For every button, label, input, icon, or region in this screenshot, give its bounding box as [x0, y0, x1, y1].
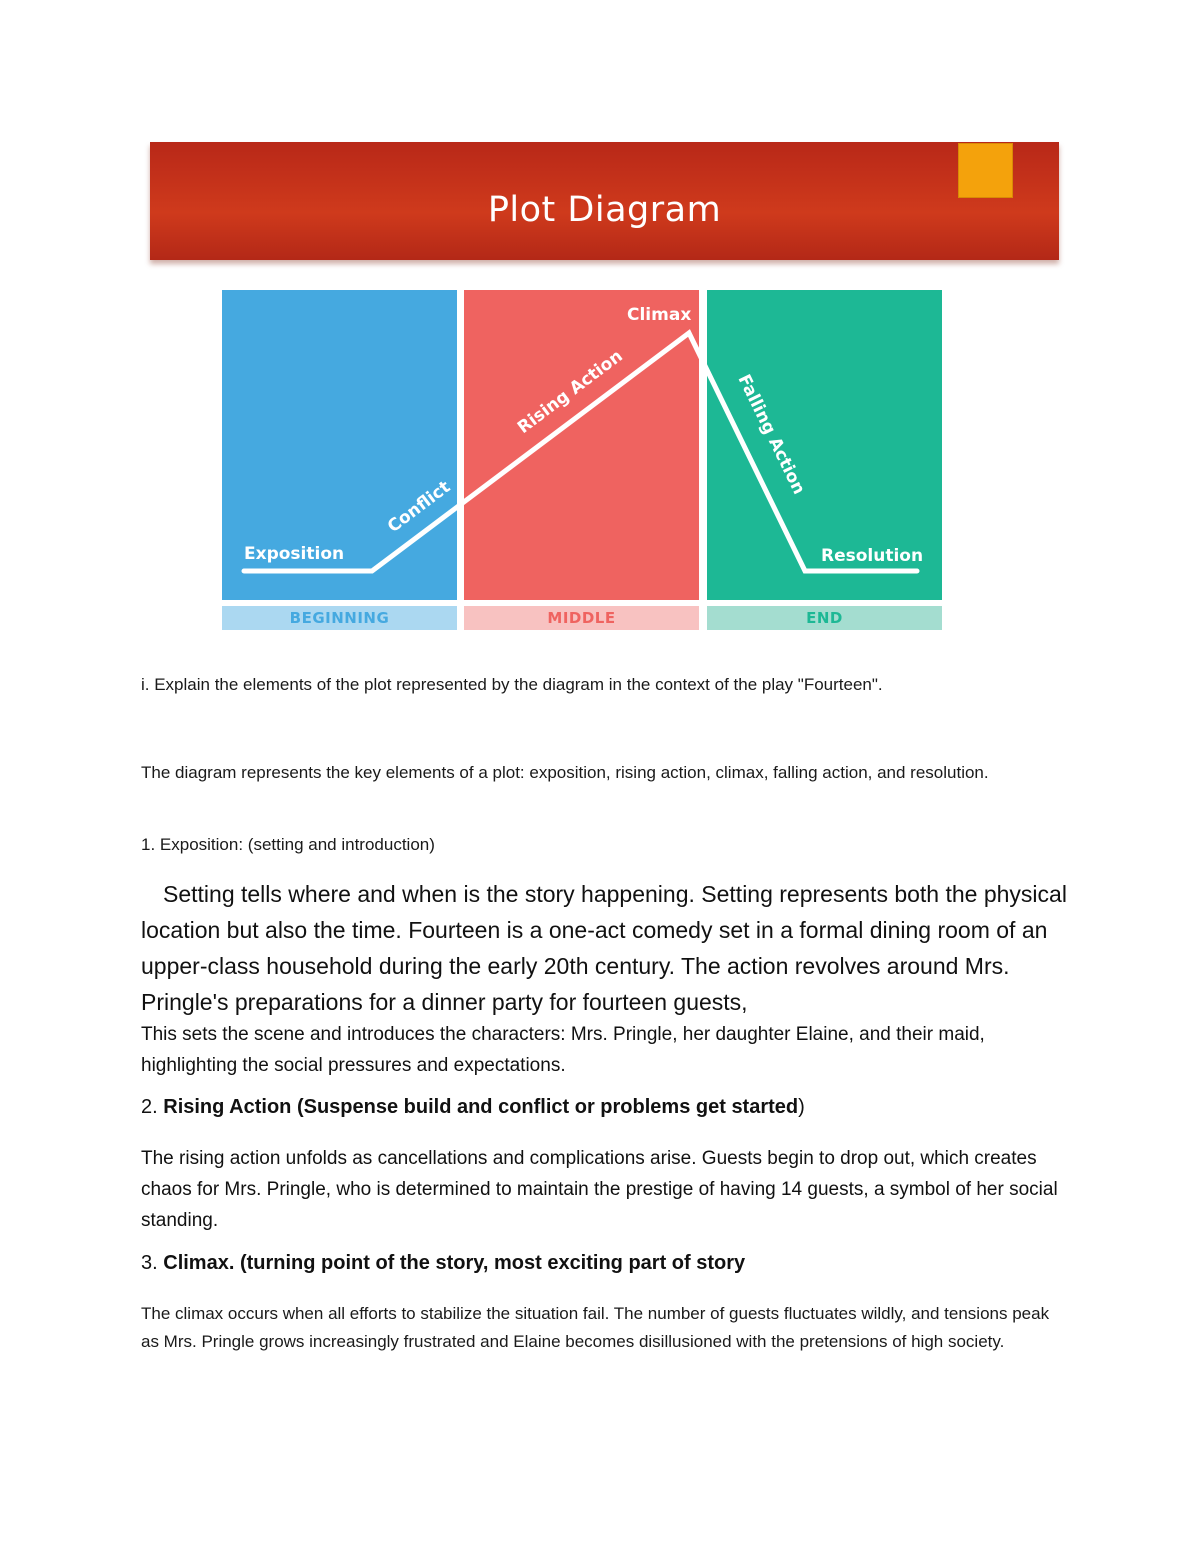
- banner-title: Plot Diagram: [487, 190, 722, 230]
- rising-action-number: 2.: [141, 1096, 158, 1118]
- exposition-body-small: This sets the scene and introduces the characters: Mrs. Pringle, her daughter Elaine, and their maid, highlighting the social pressures and expectations.: [141, 1024, 985, 1076]
- rising-action-title: Rising Action (Suspense build and conflict or problems get started: [157, 1096, 799, 1118]
- rising-action-body: The rising action unfolds as cancellations and complications arise. Guests begin to drop out, which creates chaos for Mrs. Pringle, who is determined to maintain the prestige of having 14 guests, a symbol of her social standing.: [141, 1148, 1058, 1231]
- intro-paragraph: The diagram represents the key elements of a plot: exposition, rising action, climax, falling action, and resolution.: [141, 763, 989, 782]
- slide-banner: [150, 142, 1059, 260]
- middle-label: MIDDLE: [464, 606, 699, 630]
- beginning-label: BEGINNING: [222, 606, 457, 630]
- exposition-label: Exposition: [244, 544, 345, 564]
- beginning-panel: [222, 290, 457, 600]
- end-panel: [707, 290, 942, 600]
- climax-label: Climax: [627, 305, 692, 325]
- rising-action-heading: [141, 1096, 1076, 1119]
- middle-panel: [464, 290, 699, 600]
- banner-accent-square: [958, 143, 1013, 198]
- conflict-label: Conflict: [383, 477, 455, 537]
- climax-heading: [141, 1252, 1076, 1275]
- climax-body: The climax occurs when all efforts to stabilize the situation fail. The number of guests fluctuates wildly, and tensions peak as Mrs. Pringle grows increasingly frustrated and Elaine becomes disillusioned with the pretensions of high society.: [141, 1304, 1050, 1351]
- climax-number: 3.: [141, 1252, 158, 1274]
- exposition-heading: 1. Exposition: (setting and introduction): [141, 835, 435, 854]
- end-label: END: [707, 606, 942, 630]
- exposition-body-large: Setting tells where and when is the story happening. Setting represents both the physical location but also the time. Fourteen is a one-act comedy set in a formal dining room of an upper-class household during the early 20th century. The action revolves around Mrs. Pringle's preparations for a dinner party for fourteen guests,: [141, 881, 1067, 1015]
- resolution-label: Resolution: [821, 546, 924, 566]
- rising-action-close: ): [798, 1096, 805, 1118]
- rising-action-label: Rising Action: [513, 346, 627, 438]
- question-text: i. Explain the elements of the plot represented by the diagram in the context of the play "Fourteen".: [141, 675, 883, 694]
- climax-title: Climax. (turning point of the story, most exciting part of story: [157, 1252, 746, 1274]
- falling-action-label: Falling Action: [733, 371, 809, 498]
